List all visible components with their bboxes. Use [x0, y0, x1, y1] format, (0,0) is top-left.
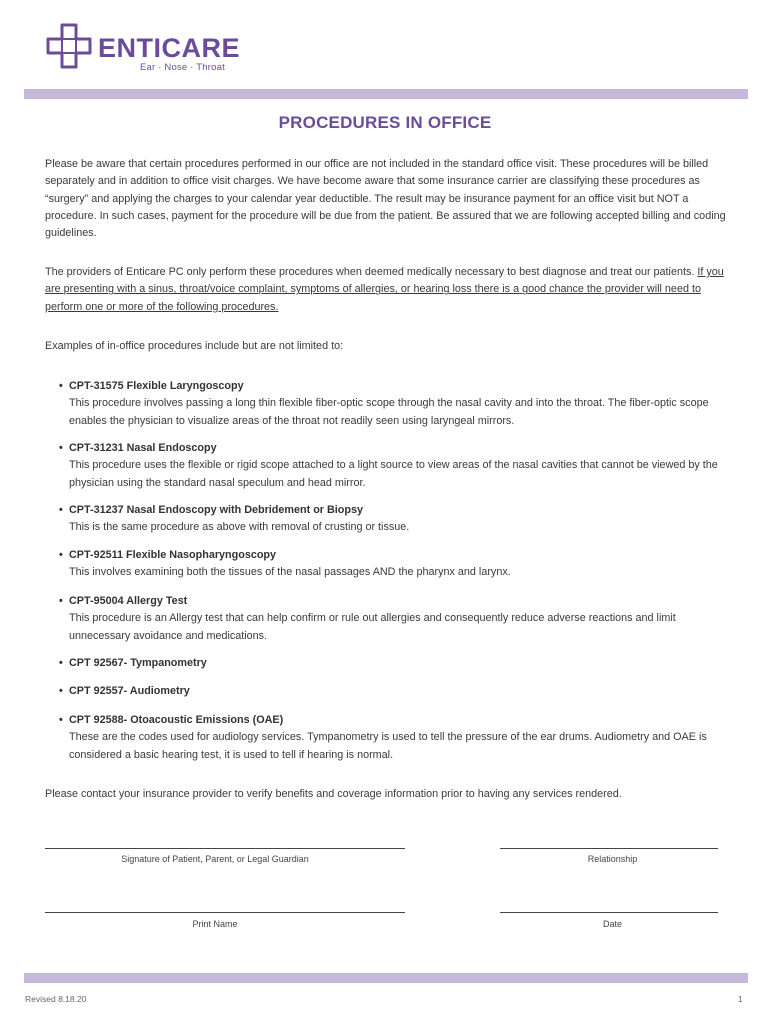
- intro-paragraph: Please be aware that certain procedures performed in our office are not included in the standard office visit. These procedures will be billed separately and in addition to office visit charges. We have become aware that some insurance carrier are classifying these procedures as “surgery” and applying the charges to your calendar year deductible. The result may be insurance payment for an office visit but NOT a procedure. In such cases, payment for the procedure will be due from the patient. Be assured that we are following accepted billing and coding guidelines.: [45, 158, 726, 240]
- bullet: •: [59, 714, 63, 726]
- bullet: •: [59, 442, 63, 454]
- header-divider-bar: [24, 89, 748, 99]
- bullet: •: [59, 685, 63, 697]
- procedure-title: CPT-31237 Nasal Endoscopy with Debridement or Biopsy: [69, 504, 363, 516]
- bullet: •: [59, 595, 63, 607]
- procedure-title: CPT 92588- Otoacoustic Emissions (OAE): [69, 714, 284, 726]
- signature-line[interactable]: [45, 848, 405, 849]
- revision-date: Revised 8.18.20: [25, 994, 87, 1004]
- procedure-title: CPT-92511 Flexible Nasopharyngoscopy: [69, 549, 277, 561]
- page-title: PROCEDURES IN OFFICE: [278, 113, 492, 132]
- procedure-description: This procedure is an Allergy test that can help confirm or rule out allergies and consequently reduce adverse reactions and limit unnecessary avoidance and medications.: [69, 612, 676, 642]
- medical-cross-icon: [44, 22, 94, 74]
- procedure-item: [59, 655, 729, 672]
- procedure-title: CPT 92557- Audiometry: [69, 685, 190, 697]
- procedure-title: CPT 92567- Tympanometry: [69, 657, 207, 669]
- print-name-label: Print Name: [192, 919, 238, 929]
- procedure-description: This procedure uses the flexible or rigid scope attached to a light source to view areas of the nasal cavities that cannot be viewed by the physician using the standard nasal speculum and head mirror.: [69, 459, 718, 489]
- providers-underlined-text: If you are presenting with a sinus, throat/voice complaint, symptoms of allergies, or hearing loss there is a good chance the provider will need to perform one or more of the following procedures.: [45, 266, 724, 313]
- procedure-item: [59, 547, 729, 582]
- relationship-label: Relationship: [587, 854, 638, 864]
- procedure-item: [59, 502, 729, 537]
- bullet: •: [59, 657, 63, 669]
- procedure-description: This involves examining both the tissues of the nasal passages AND the pharynx and larynx.: [69, 566, 511, 579]
- procedure-item: [59, 440, 729, 492]
- procedure-description: This is the same procedure as above with removal of crusting or tissue.: [69, 521, 410, 534]
- signature-label: Signature of Patient, Parent, or Legal Guardian: [121, 854, 309, 864]
- procedure-title: CPT-95004 Allergy Test: [69, 595, 188, 607]
- logo-tagline: Ear · Nose · Throat: [140, 62, 225, 73]
- bullet: •: [59, 549, 63, 561]
- procedure-item: [59, 593, 729, 645]
- examples-intro: Examples of in-office procedures include but are not limited to:: [45, 340, 344, 352]
- date-line[interactable]: [500, 912, 718, 913]
- contact-note: Please contact your insurance provider to verify benefits and coverage information prior to having any services rendered.: [45, 788, 622, 800]
- procedure-description: This procedure involves passing a long thin flexible fiber-optic scope through the nasal cavity and into the throat. The fiber-optic scope enables the physician to visualize areas of the throat not readily seen using laryngeal mirrors.: [69, 397, 709, 427]
- procedure-title: CPT-31575 Flexible Laryngoscopy: [69, 380, 244, 392]
- providers-text: The providers of Enticare PC only perform these procedures when deemed medically necessary to best diagnose and treat our patients.: [45, 266, 695, 278]
- date-label: Date: [602, 919, 622, 929]
- bullet: •: [59, 380, 63, 392]
- enticare-logo: [44, 22, 244, 78]
- print-name-line[interactable]: [45, 912, 405, 913]
- procedure-description: These are the codes used for audiology services. Tympanometry is used to tell the pressure of the ear drums. Audiometry and OAE is considered a basic hearing test, it is used to tell if hearing is normal.: [69, 731, 707, 761]
- procedure-item: [59, 378, 729, 430]
- logo-wordmark: ENTICARE: [98, 33, 241, 63]
- procedure-title: CPT-31231 Nasal Endoscopy: [69, 442, 217, 454]
- footer-divider-bar: [24, 973, 748, 983]
- providers-paragraph: [45, 264, 735, 316]
- procedure-item: [59, 683, 729, 700]
- relationship-line[interactable]: [500, 848, 718, 849]
- page-number: 1: [738, 994, 743, 1004]
- procedure-item: [59, 712, 729, 764]
- bullet: •: [59, 504, 63, 516]
